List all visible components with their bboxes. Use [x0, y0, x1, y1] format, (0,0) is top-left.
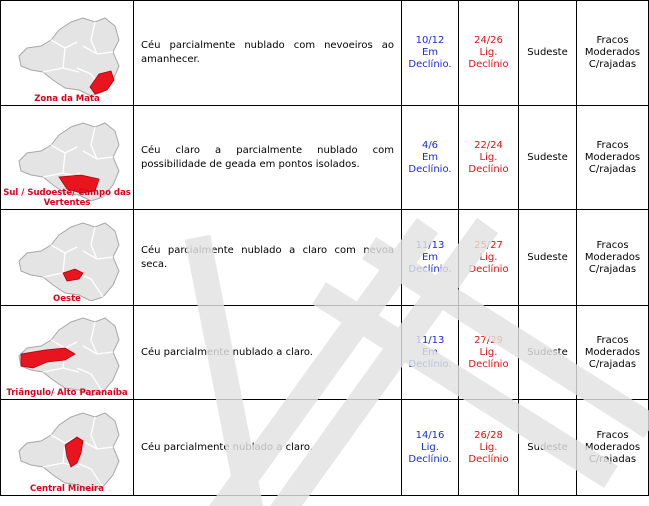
max-temperature — [459, 1, 519, 106]
wind-speed-3: C/rajadas — [588, 163, 637, 175]
wind-speed-2: Moderados — [584, 441, 641, 453]
region-name: Oeste — [53, 294, 81, 304]
max-temp-range: 24/26 — [474, 35, 503, 46]
wind-speed-2: Moderados — [584, 151, 641, 163]
forecast-row — [1, 1, 649, 106]
max-temperature — [459, 306, 519, 400]
region-map-cell — [1, 1, 134, 106]
region-map-cell — [1, 106, 134, 210]
max-temp-trend-1: Lig. — [479, 251, 498, 263]
max-temperature — [459, 210, 519, 306]
wind-speed — [577, 306, 649, 400]
max-temp-trend-2: Declínio — [468, 59, 509, 70]
wind-speed — [577, 400, 649, 496]
wind-direction: Sudeste — [519, 106, 577, 210]
min-temp-range: 4/6 — [421, 139, 439, 151]
wind-speed-3: C/rajadas — [588, 453, 637, 465]
min-temp-range: 11/13 — [415, 334, 445, 346]
min-temp-trend-2: Declínio. — [408, 163, 452, 175]
min-temp-trend-1: Em — [421, 151, 439, 163]
max-temperature — [459, 106, 519, 210]
min-temp-range: 11/13 — [415, 239, 445, 251]
wind-speed — [577, 1, 649, 106]
wind-speed-1: Fracos — [596, 239, 629, 251]
min-temp-trend-2: Declínio. — [408, 59, 452, 70]
region-name: Triângulo/ Alto Paranaíba — [6, 388, 128, 398]
max-temp-trend-2: Declínio — [468, 263, 509, 275]
wind-speed — [577, 210, 649, 306]
minas-gerais-map-icon — [7, 10, 127, 96]
min-temp-trend-1: Em — [421, 47, 439, 58]
max-temp-trend-2: Declínio — [468, 453, 509, 465]
min-temp-trend-1: Em — [421, 251, 439, 263]
min-temperature — [402, 106, 459, 210]
forecast-row — [1, 306, 649, 400]
max-temp-trend-2: Declínio — [468, 163, 509, 175]
minas-gerais-map-icon — [7, 215, 127, 301]
weather-description: Céu parcialmente nublado a claro. — [134, 306, 402, 400]
wind-direction: Sudeste — [519, 1, 577, 106]
max-temp-trend-1: Lig. — [479, 47, 498, 58]
wind-speed-2: Moderados — [584, 251, 641, 263]
max-temp-range: 22/24 — [474, 139, 503, 151]
min-temp-range: 14/16 — [415, 429, 445, 441]
wind-speed-1: Fracos — [596, 139, 629, 151]
region-map-cell — [1, 210, 134, 306]
min-temperature — [402, 306, 459, 400]
max-temp-trend-1: Lig. — [479, 441, 498, 453]
wind-speed-3: C/rajadas — [588, 263, 637, 275]
min-temp-trend-2: Declínio. — [408, 453, 452, 465]
minas-gerais-map-icon — [7, 310, 127, 396]
max-temp-trend-2: Declínio — [468, 358, 509, 370]
min-temperature — [402, 1, 459, 106]
region-name: Sul / Sudoeste/ Campo das Vertentes — [3, 188, 131, 208]
min-temperature — [402, 210, 459, 306]
max-temp-trend-1: Lig. — [479, 346, 498, 358]
wind-direction: Sudeste — [519, 210, 577, 306]
forecast-row — [1, 400, 649, 496]
weather-description: Céu parcialmente nublado com nevoeiros ao amanhecer. — [134, 1, 402, 106]
max-temp-range: 26/28 — [474, 429, 503, 441]
minas-gerais-map-icon — [7, 405, 127, 491]
wind-speed-3: C/rajadas — [588, 358, 637, 370]
region-map-cell — [1, 400, 134, 496]
min-temp-trend-2: Declínio. — [408, 263, 452, 275]
min-temperature — [402, 400, 459, 496]
forecast-row — [1, 106, 649, 210]
region-map-cell — [1, 306, 134, 400]
wind-speed-1: Fracos — [596, 334, 629, 346]
max-temp-range: 27/29 — [474, 334, 503, 346]
max-temp-trend-1: Lig. — [479, 151, 498, 163]
min-temp-range: 10/12 — [415, 35, 445, 46]
wind-speed-1: Fracos — [596, 35, 629, 46]
wind-speed — [577, 106, 649, 210]
min-temp-trend-1: Lig. — [421, 441, 439, 453]
min-temp-trend-2: Declínio. — [408, 358, 452, 370]
wind-direction: Sudeste — [519, 306, 577, 400]
min-temp-trend-1: Em — [421, 346, 439, 358]
weather-description: Céu parcialmente nublado a claro. — [134, 400, 402, 496]
weather-description: Céu claro a parcialmente nublado com possibilidade de geada em pontos isolados. — [134, 106, 402, 210]
wind-speed-1: Fracos — [596, 429, 629, 441]
region-name: Central Mineira — [30, 484, 104, 494]
forecast-row — [1, 210, 649, 306]
wind-speed-3: C/rajadas — [588, 59, 637, 70]
wind-speed-2: Moderados — [584, 47, 641, 58]
max-temperature — [459, 400, 519, 496]
wind-speed-2: Moderados — [584, 346, 641, 358]
region-name: Zona da Mata — [34, 94, 100, 104]
max-temp-range: 25/27 — [474, 239, 503, 251]
weather-description: Céu parcialmente nublado a claro com nevoa seca. — [134, 210, 402, 306]
wind-direction: Sudeste — [519, 400, 577, 496]
